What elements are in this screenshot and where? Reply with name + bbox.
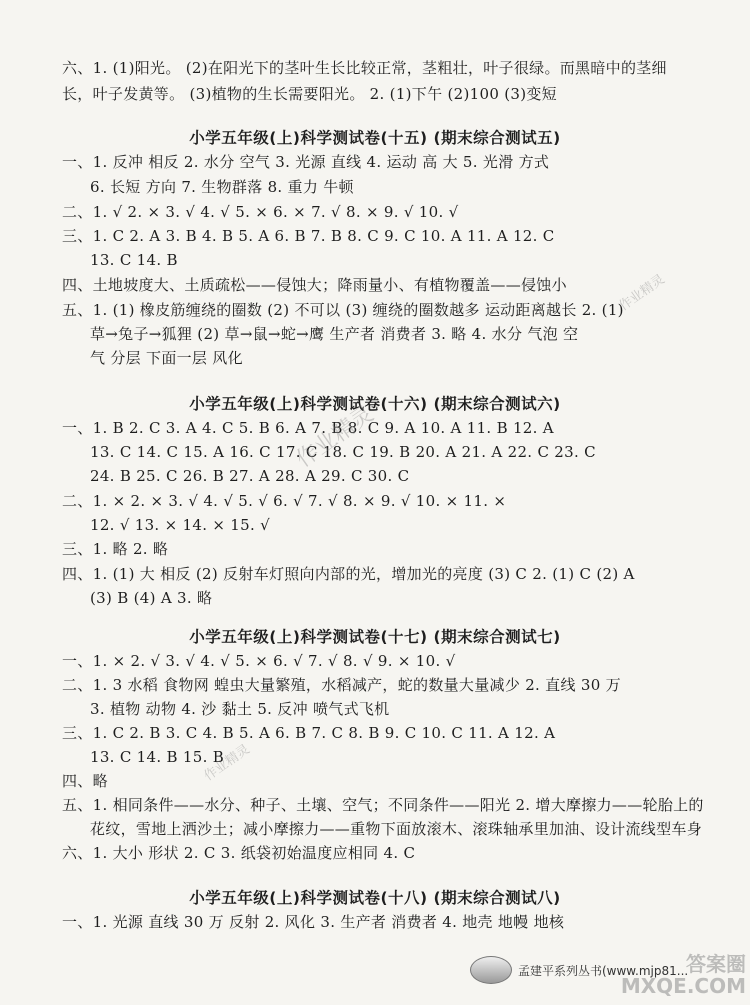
footer-logo-icon — [470, 956, 512, 984]
site-watermark — [620, 952, 746, 999]
text-line: 三、1. C 2. B 3. C 4. B 5. A 6. B 7. C 8. B 9. C 10. C 11. A 12. A — [62, 724, 556, 742]
text-line: 12. √ 13. × 14. × 15. √ — [90, 516, 270, 534]
text-line: 一、1. 光源 直线 30 万 反射 2. 风化 3. 生产者 消费者 4. 地壳 地幔 地核 — [62, 913, 565, 931]
text-line: 3. 植物 动物 4. 沙 黏土 5. 反冲 喷气式飞机 — [90, 700, 390, 718]
text-line: 长，叶子发黄等。 (3)植物的生长需要阳光。 2. (1)下午 (2)100 (3)变短 — [62, 85, 557, 103]
text-line: 24. B 25. C 26. B 27. A 28. A 29. C 30. C — [90, 467, 410, 485]
footer-text: 孟建平系列丛书(www.mjp81... — [518, 963, 689, 978]
section-title: 小学五年级(上)科学测试卷(十六) (期末综合测试六) — [189, 395, 561, 413]
text-line: 一、1. B 2. C 3. A 4. C 5. B 6. A 7. B 8. C 9. A 10. A 11. B 12. A — [62, 419, 554, 437]
watermark-stamp: 作业精灵 — [616, 272, 668, 315]
text-line: 气 分层 下面一层 风化 — [90, 349, 243, 367]
section-title: 小学五年级(上)科学测试卷(十七) (期末综合测试七) — [189, 628, 561, 646]
text-line: 五、1. 相同条件——水分、种子、土壤、空气；不同条件——阳光 2. 增大摩擦力——轮胎上的 — [62, 796, 704, 814]
text-line: 13. C 14. C 15. A 16. C 17. C 18. C 19. B 20. A 21. A 22. C 23. C — [90, 443, 596, 461]
text-line: 一、1. 反冲 相反 2. 水分 空气 3. 光源 直线 4. 运动 高 大 5. 光滑 方式 — [62, 153, 550, 171]
text-line: 13. C 14. B 15. B — [90, 748, 225, 766]
text-line: 三、1. 略 2. 略 — [62, 540, 169, 558]
text-line: 五、1. (1) 橡皮筋缠绕的圈数 (2) 不可以 (3) 缠绕的圈数越多 运动距离越长 2. (1) — [62, 301, 624, 319]
section-title: 小学五年级(上)科学测试卷(十五) (期末综合测试五) — [189, 129, 561, 147]
text-line: 花纹，雪地上洒沙土；减小摩擦力——重物下面放滚木、滚珠轴承里加油、设计流线型车身 — [90, 820, 703, 838]
text-line: 四、略 — [62, 772, 108, 790]
watermark-logo-cn: 答案圈 — [686, 952, 746, 976]
text-line: 三、1. C 2. A 3. B 4. B 5. A 6. B 7. B 8. C 9. C 10. A 11. A 12. C — [62, 227, 555, 245]
watermark-stamp: 作业精灵 — [291, 401, 379, 473]
text-line: 六、1. 大小 形状 2. C 3. 纸袋初始温度应相同 4. C — [62, 844, 416, 862]
text-line: 六、1. (1)阳光。 (2)在阳光下的茎叶生长比较正常，茎粗壮，叶子很绿。而黑暗中的茎细 — [62, 59, 667, 77]
text-line: 13. C 14. B — [90, 251, 178, 269]
text-line: 二、1. √ 2. × 3. √ 4. √ 5. × 6. × 7. √ 8. × 9. √ 10. √ — [62, 203, 459, 221]
text-line: 6. 长短 方向 7. 生物群落 8. 重力 牛顿 — [90, 178, 354, 196]
text-line: 草→兔子→狐狸 (2) 草→鼠→蛇→鹰 生产者 消费者 3. 略 4. 水分 气泡 空 — [90, 325, 579, 343]
section-title: 小学五年级(上)科学测试卷(十八) (期末综合测试八) — [189, 889, 561, 907]
text-line: 四、土地坡度大、土质疏松——侵蚀大；降雨量小、有植物覆盖——侵蚀小 — [62, 276, 567, 294]
watermark-stamp: 作业精灵 — [201, 742, 253, 785]
text-line: 二、1. × 2. × 3. √ 4. √ 5. √ 6. √ 7. √ 8. × 9. √ 10. × 11. × — [62, 492, 507, 510]
text-line: 四、1. (1) 大 相反 (2) 反射车灯照向内部的光，增加光的亮度 (3) C 2. (1) C (2) A — [62, 565, 635, 583]
text-line: 一、1. × 2. √ 3. √ 4. √ 5. × 6. √ 7. √ 8. √ 9. × 10. √ — [62, 652, 456, 670]
watermark-logo-en: MXQE.COM — [620, 974, 746, 998]
text-line: (3) B (4) A 3. 略 — [90, 589, 213, 607]
text-line: 二、1. 3 水稻 食物网 蝗虫大量繁殖，水稻减产，蛇的数量大量减少 2. 直线 30 万 — [62, 676, 621, 694]
